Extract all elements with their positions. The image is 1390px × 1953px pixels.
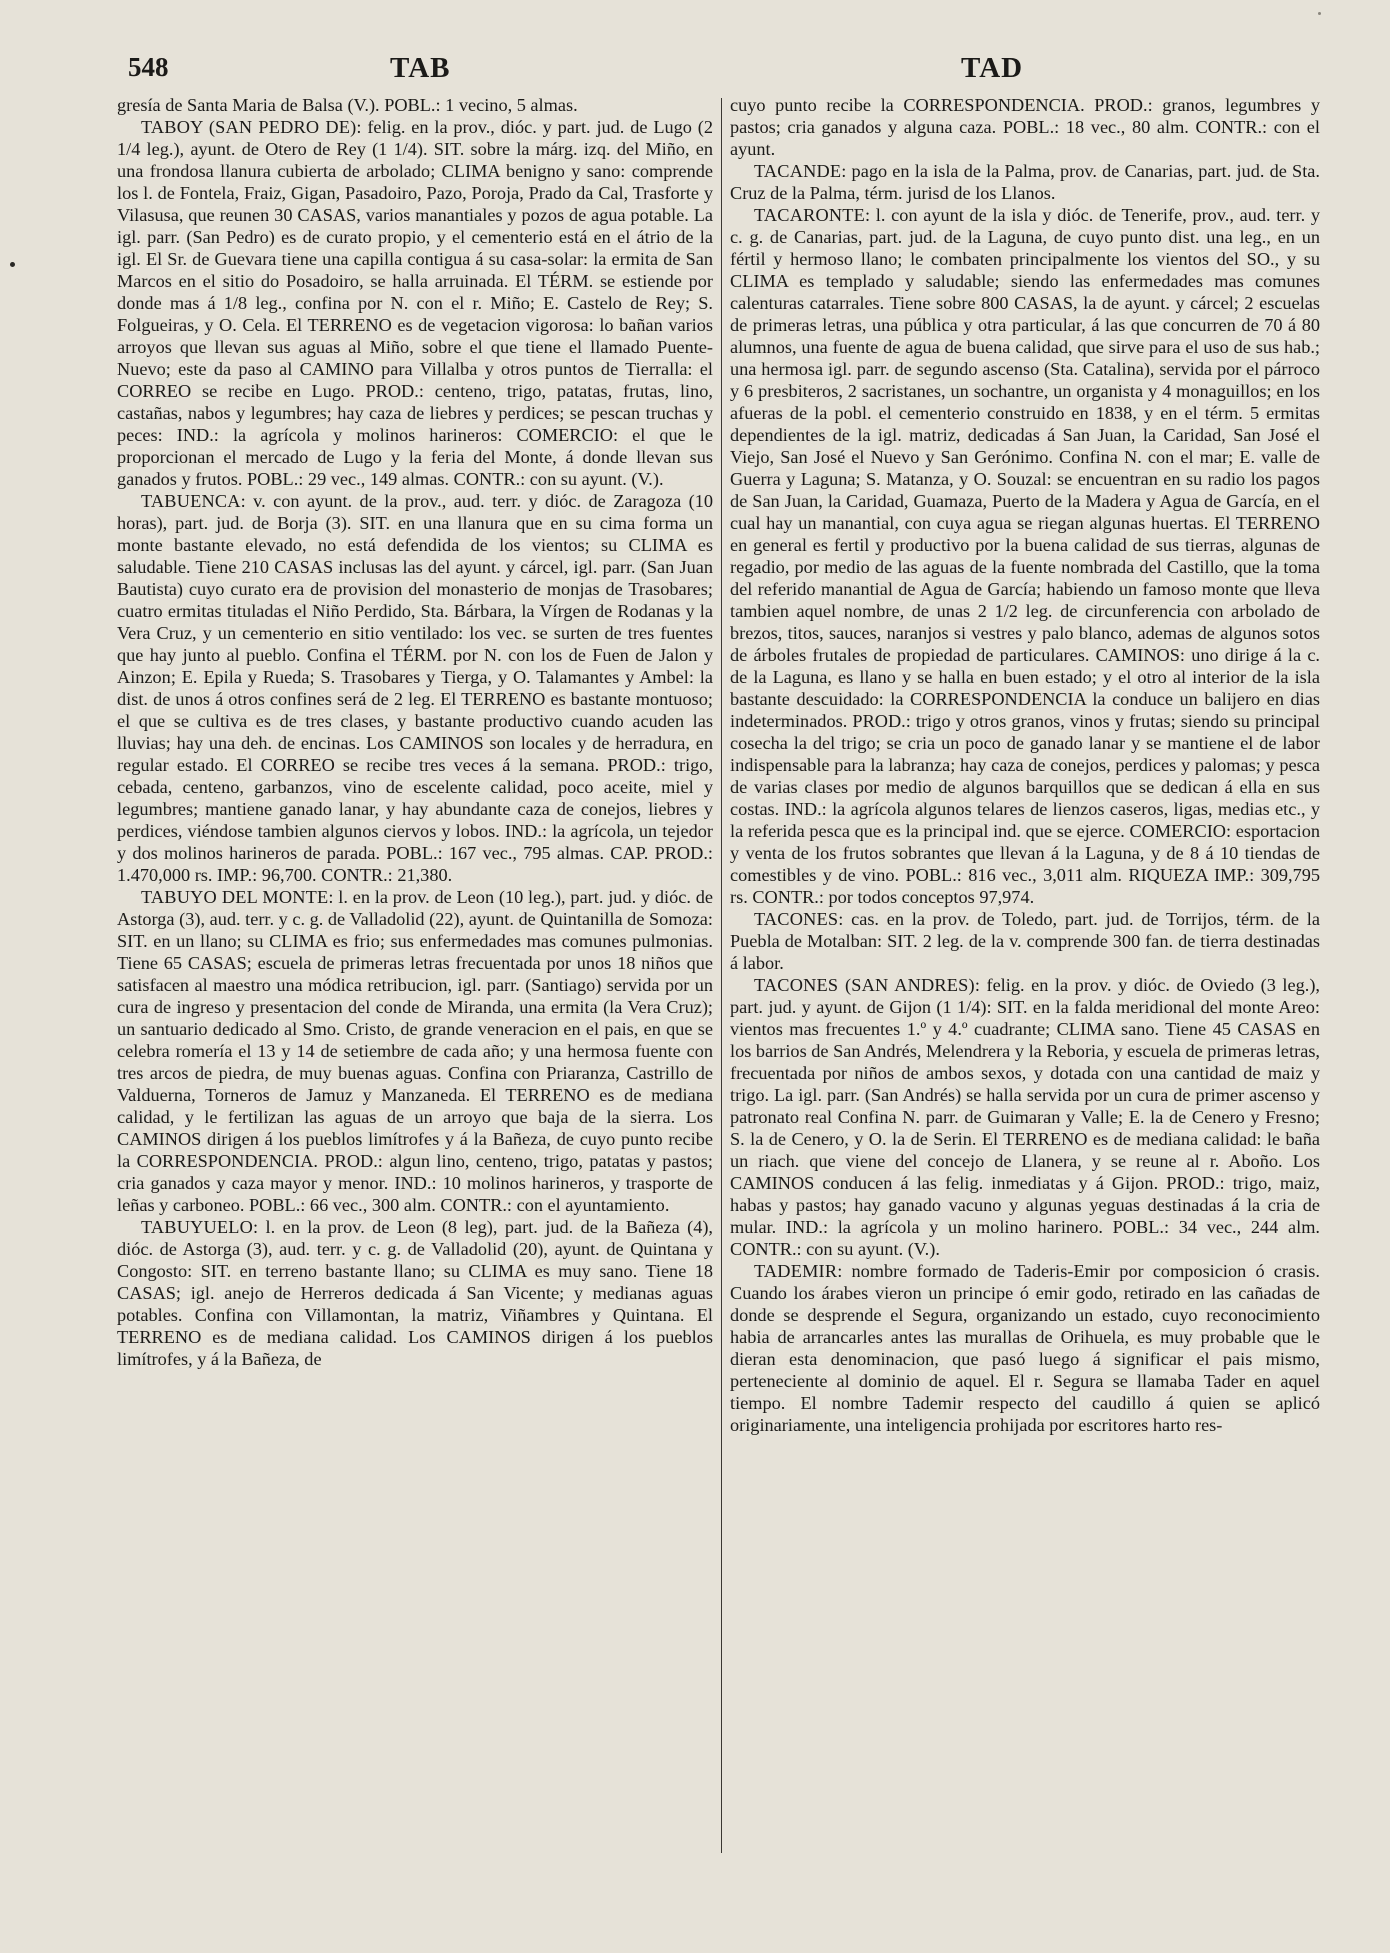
right-column xyxy=(730,94,1320,1436)
entry-headword: TADEMIR xyxy=(754,1261,838,1281)
running-head-left: TAB xyxy=(390,52,451,84)
dictionary-entry xyxy=(730,204,1320,908)
entry-headword: TABUYUELO xyxy=(141,1217,254,1237)
page-header xyxy=(128,52,1303,88)
entry-headword: TACONES (SAN ANDRES) xyxy=(754,975,975,995)
entry-text: : v. con ayunt. de la prov., aud. terr. y dióc. de Zaragoza (10 horas), part. jud. de Borja (3). SIT. en una llanura que en su cima forma un monte bastante elevado, no está defendida de los vientos; su CLIMA es saludable. Tiene 210 CASAS inclusas las del ayunt. y cárcel, igl. parr. (San Juan Bautista) cuyo curato era de provision del monasterio de monjas de Trasobares; cuatro ermitas tituladas el Niño Perdido, Sta. Bárbara, la Vírgen de Rodanas y la Vera Cruz, y un cementerio en sitio ventilado: los vec. se surten de tres fuentes que hay junto al pueblo. Confina el TÉRM. por N. con los de Fuen de Jalon y Ainzon; E. Epila y Rueda; S. Trasobares y Tierga, y O. Talamantes y Ambel: la dist. de unos á otros confines será de 2 leg. El TERRENO es bastante montuoso; el que se cultiva es de tres clases, y bastante productivo cuando acuden las lluvias; hay una deh. de encinas. Los CAMINOS son locales y de herradura, en regular estado. El CORREO se recibe tres veces á la semana. PROD.: trigo, cebada, centeno, garbanzos, vino de escelente calidad, poco aceite, miel y legumbres; mantiene ganado lanar, y hay abundante caza de conejos, liebres y perdices, viéndose tambien algunos ciervos y lobos. IND.: la agrícola, un tejedor y dos molinos harineros de parada. POBL.: 167 vec., 795 almas. CAP. PROD.: 1.470,000 rs. IMP.: 96,700. CONTR.: 21,380. xyxy=(117,491,713,885)
entry-text: : nombre formado de Taderis-Emir por composicion ó crasis. Cuando los árabes vieron un principe ó emir godo, retirado en las cañadas de donde se desprende el Segura, organizando un estado, cuyo reconocimiento habia de arrancarles antes las murallas de Orihuela, es muy probable que le dieran esta denominacion, que pasó luego á significar el pais mismo, perteneciente al dominio de aquel. El r. Segura se llamaba Tader en aquel tiempo. El nombre Tademir respecto del caudillo á quien se aplicó originariamente, una inteligencia prohijada por escritores harto res- xyxy=(730,1261,1320,1435)
entry-headword: TACARONTE xyxy=(754,205,866,225)
dictionary-entry xyxy=(730,160,1320,204)
dictionary-entry xyxy=(730,974,1320,1260)
entry-text: : cas. en la prov. de Toledo, part. jud. de Torrijos, térm. de la Puebla de Motalban: SIT. 2 leg. de la v. comprende 300 fan. de tierra destinadas á labor. xyxy=(730,909,1320,973)
entry-text: cuyo punto recibe la CORRESPONDENCIA. PROD.: granos, legumbres y pastos; cria ganados y alguna caza. POBL.: 18 vec., 80 alm. CONTR.: con el ayunt. xyxy=(730,95,1320,159)
entry-text: : l. con ayunt de la isla y dióc. de Tenerife, prov., aud. terr. y c. g. de Canarias, part. jud. de la Laguna, de cuyo punto dist. una leg., en un fértil y hermoso llano; le combaten principalmente los vientos del SO., y su CLIMA es templado y saludable; siendo las enfermedades mas comunes calenturas catarrales. Tiene sobre 800 CASAS, la de ayunt. y cárcel; 2 escuelas de primeras letras, una pública y otra particular, á las que concurren de 70 á 80 alumnos, una fuente de agua de buena calidad, que sirve para el uso de sus hab.; una hermosa igl. parr. de segundo ascenso (Sta. Catalina), servida por el párroco y 6 presbiteros, 2 sacristanes, un sochantre, un organista y 4 monaguillos; en los afueras de la pobl. el cementerio construido en 1838, y en el térm. 5 ermitas dependientes de la igl. matriz, dedicadas á San Juan, la Caridad, San José el Viejo, San José el Nuevo y San Gerónimo. Confina N. con el mar; E. valle de Guerra y Laguna; S. Matanza, y O. Souzal: se encuentran en su radio los pagos de San Juan, la Caridad, Guamaza, Puerto de la Madera y Agua de García, en el cual hay un manantial, con cuya agua se riegan algunas huertas. El TERRENO en general es fertil y productivo por la buena calidad de sus tierras, algunas de regadio, por medio de las aguas de la fuente nombrada del Castillo, que la toma del referido manantial de Agua de García; habiendo un famoso monte que lleva tambien aquel nombre, de unas 2 1/2 leg. de circunferencia con arbolado de brezos, titos, sauces, naranjos si vestres y palo blanco, ademas de algunos sotos de árboles frutales de propiedad de particulares. CAMINOS: uno dirige á la c. de la Laguna, es llano y se halla en buen estado; y el otro al interior de la isla bastante descuidado: la CORRESPONDENCIA la conduce un balijero en dias indeterminados. PROD.: trigo y otros granos, vinos y frutas; siendo su principal cosecha la del trigo; se cria un poco de ganado lanar y se mantiene el de labor indispensable para la labranza; hay caza de conejos, perdices y palomas; y pesca de varias clases por medio de algunos barquillos que se dedican á ella en sus costas. IND.: la agrícola algunos telares de lienzos caseros, ligas, medias etc., y la referida pesca que es la principal ind. que se ejerce. COMERCIO: esportacion y venta de los frutos sobrantes que llevan á la Laguna, y de 8 á 10 tiendas de comestibles y de vino. POBL.: 816 vec., 3,011 alm. RIQUEZA IMP.: 309,795 rs. CONTR.: por todos conceptos 97,974. xyxy=(730,205,1320,907)
entry-text: : pago en la isla de la Palma, prov. de Canarias, part. jud. de Sta. Cruz de la Palma, térm. jurisd de los Llanos. xyxy=(730,161,1320,203)
dictionary-entry xyxy=(730,1260,1320,1436)
page-number: 548 xyxy=(128,52,169,82)
left-column xyxy=(117,94,713,1370)
entry-headword: TACONES xyxy=(754,909,839,929)
dictionary-entry xyxy=(730,908,1320,974)
entry-headword: TABUYO DEL MONTE xyxy=(141,887,329,907)
entry-continuation xyxy=(117,94,713,116)
entry-continuation xyxy=(730,94,1320,160)
running-head-right: TAD xyxy=(961,52,1024,84)
dictionary-entry xyxy=(117,886,713,1216)
entry-headword: TABUENCA xyxy=(141,491,241,511)
dictionary-entry xyxy=(117,1216,713,1370)
entry-text: : l. en la prov. de Leon (10 leg.), part. jud. y dióc. de Astorga (3), aud. terr. y c. g. de Valladolid (22), ayunt. de Quintanilla de Somoza: SIT. en un llano; su CLIMA es frio; sus enfermedades mas comunes pulmonias. Tiene 65 CASAS; escuela de primeras letras frecuentada por unos 18 niños que satisfacen al maestro una módica retribucion, igl. parr. (Santiago) servida por un cura de ingreso y presentacion del conde de Miranda, una ermita (la Vera Cruz); un santuario dedicado al Smo. Cristo, de grande veneracion en el pais, en que se celebra romería el 13 y 14 de setiembre de cada año; y una hermosa fuente con tres arcos de piedra, de muy buenas aguas. Confina con Priaranza, Castrillo de Valduerna, Torneros de Jamuz y Manzaneda. El TERRENO es de mediana calidad, y le fertilizan las aguas de un arroyo que baja de la sierra. Los CAMINOS dirigen á los pueblos limítrofes y á la Bañeza, de cuyo punto recibe la CORRESPONDENCIA. PROD.: algun lino, centeno, trigo, patatas y pastos; cria ganados y caza mayor y menor. IND.: 10 molinos harineros, y trasporte de leñas y carboneo. POBL.: 66 vec., 300 alm. CONTR.: con el ayuntamiento. xyxy=(117,887,714,1215)
margin-ink-dot xyxy=(10,262,15,267)
entry-text: gresía de Santa Maria de Balsa (V.). POBL.: 1 vecino, 5 almas. xyxy=(117,95,578,115)
column-rule xyxy=(721,98,722,1853)
entry-text: : felig. en la prov., dióc. y part. jud. de Lugo (2 1/4 leg.), ayunt. de Otero de Rey (1 1/4). SIT. sobre la márg. izq. del Miño, en una frondosa llanura cubierta de arbolado; CLIMA benigno y sano: comprende los l. de Fontela, Fraiz, Gigan, Pasadoiro, Pazo, Poroja, Prado da Cal, Trasforte y Vilasusa, que reunen 30 CASAS, varios manantiales y pozos de agua potable. La igl. parr. (San Pedro) es de curato propio, y el cementerio está en el átrio de la igl. El Sr. de Guevara tiene una capilla contigua á su casa-solar: la ermita de San Marcos en el sitio do Posadoiro, se halla arruinada. El TÉRM. se estiende por donde mas á 1/8 leg., confina por N. con el r. Miño; E. Castelo de Rey; S. Folgueiras, y O. Cela. El TERRENO es de vegetacion vigorosa: lo bañan varios arroyos que llevan sus aguas al Miño, sobre el que tiene el llamado Puente-Nuevo; este da paso al CAMINO para Villalba y otros puntos de Tierralla: el CORREO se recibe en Lugo. PROD.: centeno, trigo, patatas, frutas, lino, castañas, nabos y legumbres; hay caza de liebres y perdices; se pescan truchas y peces: IND.: la agrícola y molinos harineros: COMERCIO: el que le proporcionan el mercado de Lugo y la feria del Monte, á donde llevan sus ganados y frutos. POBL.: 29 vec., 149 almas. CONTR.: con su ayunt. (V.). xyxy=(117,117,713,489)
entry-text: : l. en la prov. de Leon (8 leg), part. jud. de la Bañeza (4), dióc. de Astorga (3), aud. terr. y c. g. de Valladolid (20), ayunt. de Quintana y Congosto: SIT. en terreno bastante llano; su CLIMA es muy sano. Tiene 18 CASAS; igl. anejo de Herreros dedicada á San Vicente; y medianas aguas potables. Confina con Villamontan, la matriz, Viñambres y Quintana. El TERRENO es de mediana calidad. Los CAMINOS dirigen á los pueblos limítrofes, y á la Bañeza, de xyxy=(117,1217,713,1369)
entry-text: : felig. en la prov. y dióc. de Oviedo (3 leg.), part. jud. y ayunt. de Gijon (1 1/4): SIT. en la falda meridional del monte Areo: vientos mas frecuentes 1.º y 4.º cuadrante; CLIMA sano. Tiene 45 CASAS en los barrios de San Andrés, Melendrera y la Reboria, y escuela de primeras letras, frecuentada por niños de ambos sexos, y dotada con una cantidad de maiz y trigo. La igl. parr. (San Andrés) se halla servida por un cura de primer ascenso y patronato real Confina N. parr. de Guimaran y Valle; E. la de Cenero y Fresno; S. la de Cenero, y O. la de Serin. El TERRENO es de mediana calidad: le baña un riach. que viene del concejo de Llanera, y se reune al r. Aboño. Los CAMINOS conducen á las felig. inmediatas y á Gijon. PROD.: trigo, maiz, habas y pastos; hay ganado vacuno y algunas yeguas destinadas á la cria de mular. IND.: la agrícola y un molino harinero. POBL.: 34 vec., 244 alm. CONTR.: con su ayunt. (V.). xyxy=(730,975,1320,1259)
entry-headword: TACANDE xyxy=(754,161,842,181)
paper-speck xyxy=(1318,12,1321,15)
dictionary-entry xyxy=(117,490,713,886)
dictionary-entry xyxy=(117,116,713,490)
entry-headword: TABOY (SAN PEDRO DE) xyxy=(141,117,357,137)
